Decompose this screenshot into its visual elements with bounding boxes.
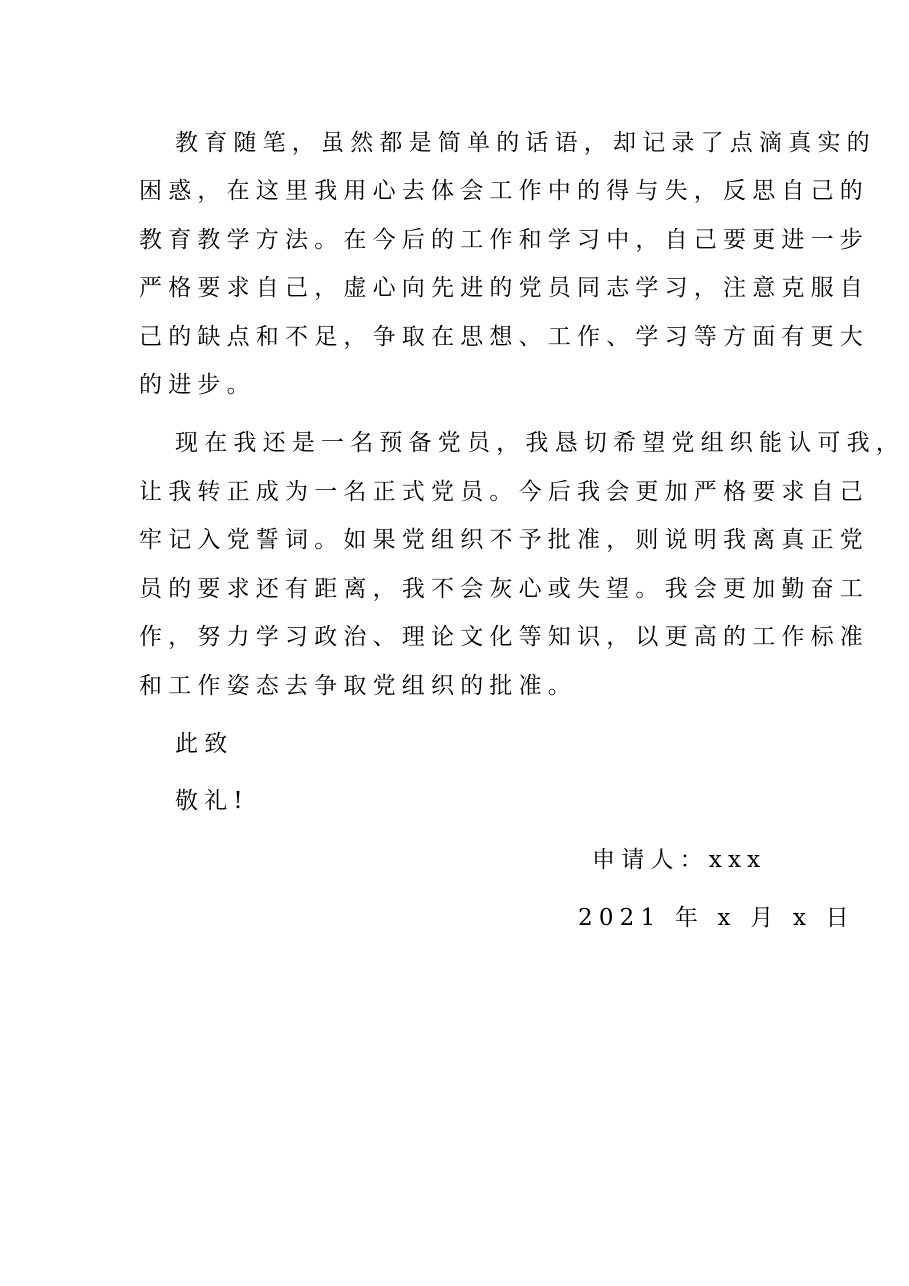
paragraph-2-line-1: 现在我还是一名预备党员，我恳切希望党组织能认可我， [175, 430, 905, 456]
paragraph-1-line-6: 的进步。 [139, 372, 256, 398]
paragraph-1-line-4: 严格要求自己，虚心向先进的党员同志学习，注意克服自 [139, 275, 869, 301]
closing-salutation: 此致 [175, 731, 234, 757]
paragraph-2-line-2: 让我转正成为一名正式党员。今后我会更加严格要求自己 [139, 479, 869, 505]
paragraph-1-line-5: 己的缺点和不足，争取在思想、工作、学习等方面有更大 [139, 324, 869, 350]
paragraph-1-line-2: 困惑，在这里我用心去体会工作中的得与失，反思自己的 [139, 178, 869, 204]
signature-date: 2021 年 x 月 x 日 [578, 905, 855, 931]
applicant-signature: 申请人：xxx [592, 847, 767, 873]
paragraph-1-line-1: 教育随笔，虽然都是简单的话语，却记录了点滴真实的 [175, 130, 876, 156]
paragraph-2-line-3: 牢记入党誓词。如果党组织不予批准，则说明我离真正党 [139, 527, 869, 553]
paragraph-2-line-5: 作，努力学习政治、理论文化等知识，以更高的工作标准 [139, 624, 869, 650]
paragraph-2-line-4: 员的要求还有距离，我不会灰心或失望。我会更加勤奋工 [139, 576, 869, 602]
paragraph-2-line-6: 和工作姿态去争取党组织的批准。 [139, 673, 577, 699]
closing-regards: 敬礼! [175, 788, 249, 814]
paragraph-1-line-3: 教育教学方法。在今后的工作和学习中，自己要更进一步 [139, 227, 869, 253]
